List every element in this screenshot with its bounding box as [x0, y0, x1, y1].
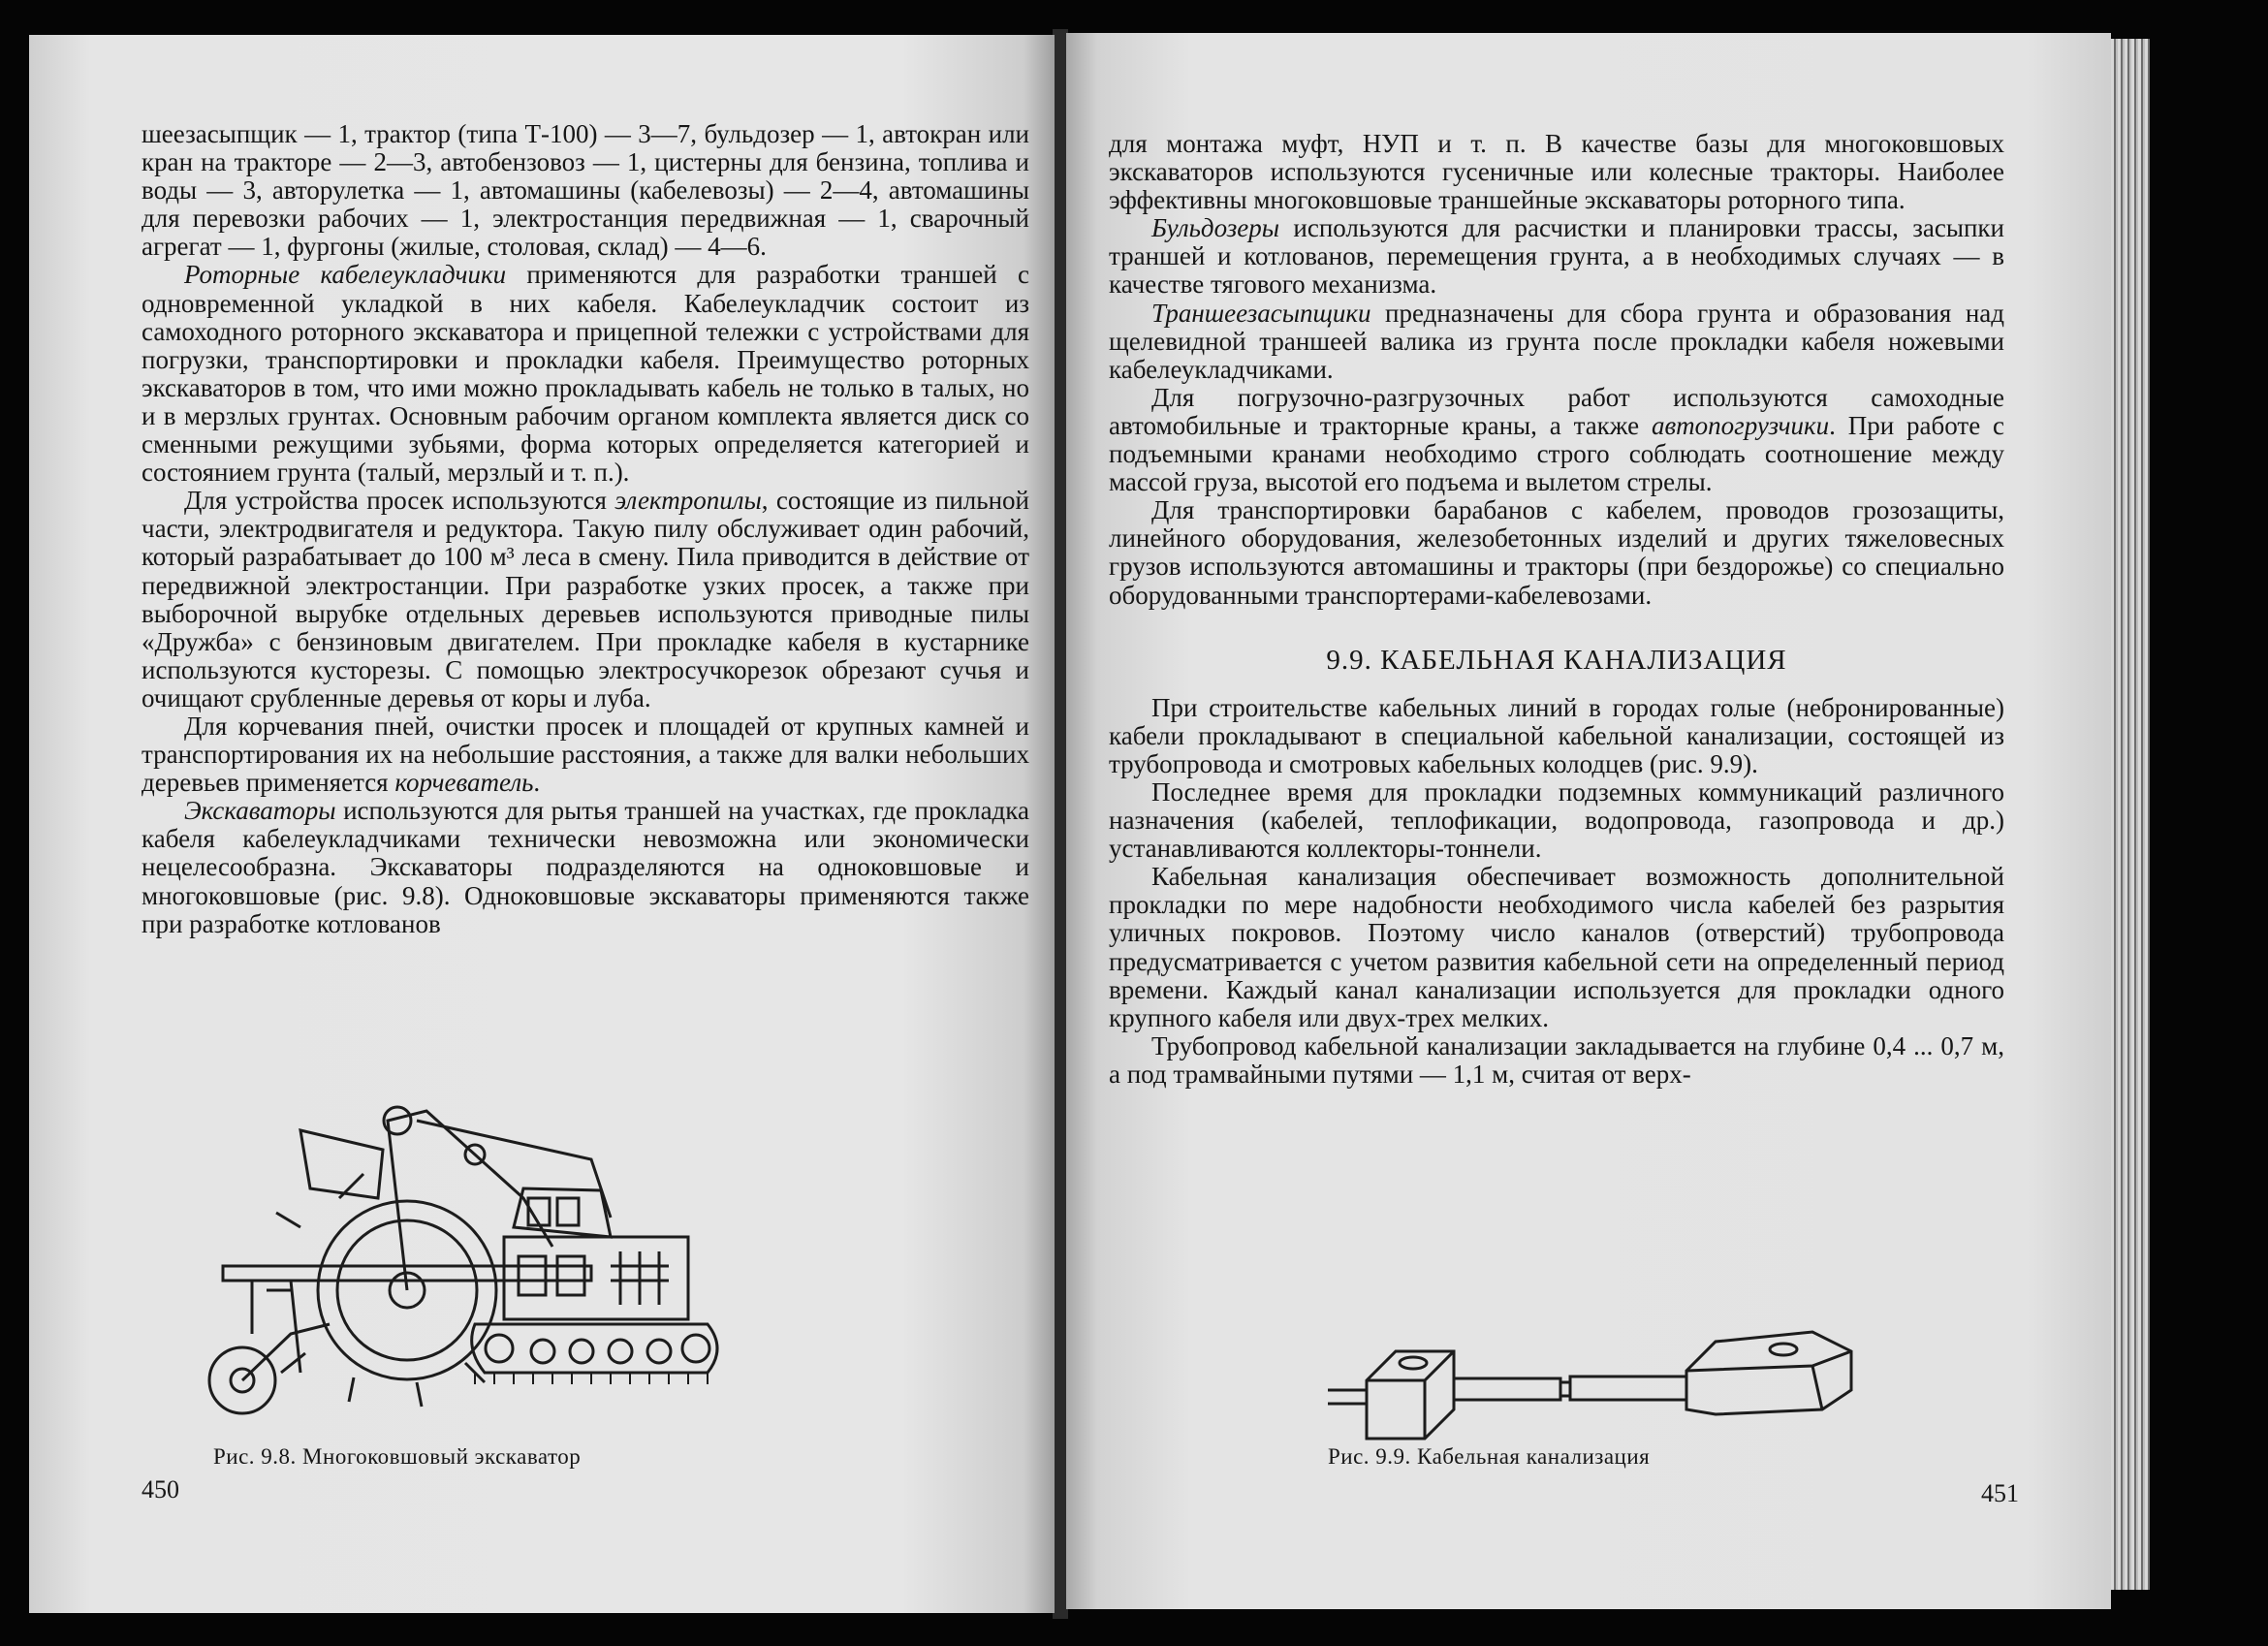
right-body-text	[1109, 130, 2004, 1089]
text-run: Для погрузочно-разгрузочных работ используются самоходные автомобильные и тракторные краны, а также	[1109, 382, 2004, 440]
text-run: для монтажа муфт, НУП и т. п. В качестве базы для многоковшовых экскаваторов используются гусеничные или колесные тракторы. Наиболее эффективны многоковшовые траншейные экскаваторы роторного типа.	[1109, 129, 2004, 215]
text-run: . При работе с подъемными кранами необходимо строго соблюдать соотношение между массой груза, высотой его подъема и вылетом стрелы.	[1109, 410, 2004, 497]
text-run: Для транспортировки барабанов с кабелем, проводов грозозащиты, линейного оборудования, железобетонных изделий и других тяжеловесных грузов используются автомашины и тракторы (при бездорожье) со специально оборудованными транспортерами-кабелевозами.	[1109, 495, 2004, 610]
right-page	[1066, 33, 2111, 1609]
right-text-after-heading	[1109, 694, 2004, 1089]
paragraph	[1109, 214, 2004, 299]
right-text-before-heading	[1109, 130, 2004, 610]
text-run: Для корчевания пней, очистки просек и площадей от крупных камней и транспортирования их на небольшие расстояния, а также для валки небольших деревьев применяется	[142, 711, 1029, 798]
paragraph	[1109, 778, 2004, 863]
italic-term: Роторные кабелеукладчики	[184, 260, 507, 290]
text-run: , состоящие из пильной части, электродвигателя и редуктора. Такую пилу обслуживает один рабочий, который разрабатывает до 100 м³ леса в смену. Пила приводится в действие от передвижной электростанции. При разработке узких просек, а также при выборочной вырубке отдельных деревьев используются приводные пилы «Дружба» с бензиновым двигателем. При прокладке кабеля в кустарнике используются кусторезы. С помощью электросучкорезок обрезают сучья и очищают срубленные деревья от коры и луба.	[142, 486, 1029, 712]
paragraph	[1109, 496, 2004, 609]
paragraph	[142, 261, 1029, 487]
paragraph	[142, 797, 1029, 937]
paragraph	[142, 712, 1029, 797]
paragraph	[1109, 1032, 2004, 1089]
paragraph	[1109, 130, 2004, 214]
page-number-left: 450	[142, 1475, 179, 1504]
italic-term: Бульдозеры	[1151, 213, 1280, 243]
text-run: применяются для разработки траншей с одновременной укладкой в них кабеля. Кабелеукладчик состоит из самоходного роторного экскаватора и прицепной тележки с устройствами для погрузки, транспортировки и прокладки кабеля. Преимущество роторных экскаваторов в том, что ими можно прокладывать кабель не только в талых, но и в мерзлых грунтах. Основным рабочим органом комплекта является диск со сменными режущими зубьями, форма которых определяется категорией и состоянием грунта (талый, мерзлый и т. п.).	[142, 260, 1029, 488]
italic-term: Траншеезасыпщики	[1151, 298, 1371, 328]
italic-term: электропилы	[614, 486, 762, 516]
cable-duct-illustration	[1328, 1322, 1871, 1458]
italic-term: корчеватель	[394, 768, 534, 798]
text-run: шеезасыпщик — 1, трактор (типа Т-100) — 3—7, бульдозер — 1, автокран или кран на тракторе — 2—3, автобензовоз — 1, цистерны для бензина, топлива и воды — 3, авторулетка — 1, автомашины (кабелевозы) — 2—4, автомашины для перевозки рабочих — 1, электростанция передвижная — 1, сварочный агрегат — 1, фургоны (жилые, столовая, склад) — 4—6.	[142, 119, 1029, 262]
text-run: используются для расчистки и планировки трассы, засыпки траншей и котлованов, перемещения грунта, а в необходимых случаях — в качестве тягового механизма.	[1109, 213, 2004, 300]
paragraph	[1109, 694, 2004, 778]
paragraph	[1109, 863, 2004, 1032]
text-run: Трубопровод кабельной канализации закладывается на глубине 0,4 ... 0,7 м, а под трамвайными путями — 1,1 м, считая от верх-	[1109, 1030, 2004, 1089]
excavator-illustration	[184, 1082, 727, 1440]
text-run: .	[533, 768, 541, 798]
left-page	[29, 35, 1055, 1613]
text-run: Последнее время для прокладки подземных коммуникаций различного назначения (кабелей, теплофикации, водопровода, газопровода и др.) устанавливаются коллекторы-тоннели.	[1109, 776, 2004, 864]
text-run: Кабельная канализация обеспечивает возможность дополнительной прокладки по мере надобности необходимого числа кабелей без разрытия уличных покровов. Поэтому число каналов (отверстий) трубопровода предусматривается с учетом развития кабельной сети на определенный период времени. Каждый канал канализации используется для прокладки одного крупного кабеля или двух-трех мелких.	[1109, 862, 2004, 1032]
paragraph	[142, 120, 1029, 261]
text-run: Для устройства просек используются	[184, 486, 615, 516]
left-body-text	[142, 120, 1029, 938]
paragraph	[142, 487, 1029, 712]
italic-term: автопогрузчики	[1651, 410, 1830, 440]
text-run: используются для рытья траншей на участках, где прокладка кабеля кабелеукладчиками технически невозможна или экономически нецелесообразна. Экскаваторы подразделяются на одноковшовые и многоковшовые (рис. 9.8). Одноковшовые экскаваторы применяются также при разработке котлованов	[142, 796, 1029, 938]
text-run: При строительстве кабельных линий в городах голые (небронированные) кабели прокладывают в специальной кабельной канализации, состоящей из трубопровода и смотровых кабельных колодцев (рис. 9.9).	[1109, 692, 2004, 778]
section-heading: 9.9. КАБЕЛЬНАЯ КАНАЛИЗАЦИЯ	[1326, 644, 1787, 676]
paragraph	[1109, 384, 2004, 496]
italic-term: Экскаваторы	[184, 796, 336, 826]
page-edges	[2111, 39, 2150, 1590]
text-run: предназначены для сбора грунта и образования над щелевидной траншеей валика из грунта после прокладки кабеля ножевыми кабелеукладчиками.	[1109, 298, 2004, 384]
figure-9-8-caption: Рис. 9.8. Многоковшовый экскаватор	[213, 1444, 582, 1469]
page-number-right: 451	[1981, 1479, 2019, 1507]
paragraph	[1109, 300, 2004, 384]
figure-9-9-caption: Рис. 9.9. Кабельная канализация	[1328, 1444, 1651, 1469]
